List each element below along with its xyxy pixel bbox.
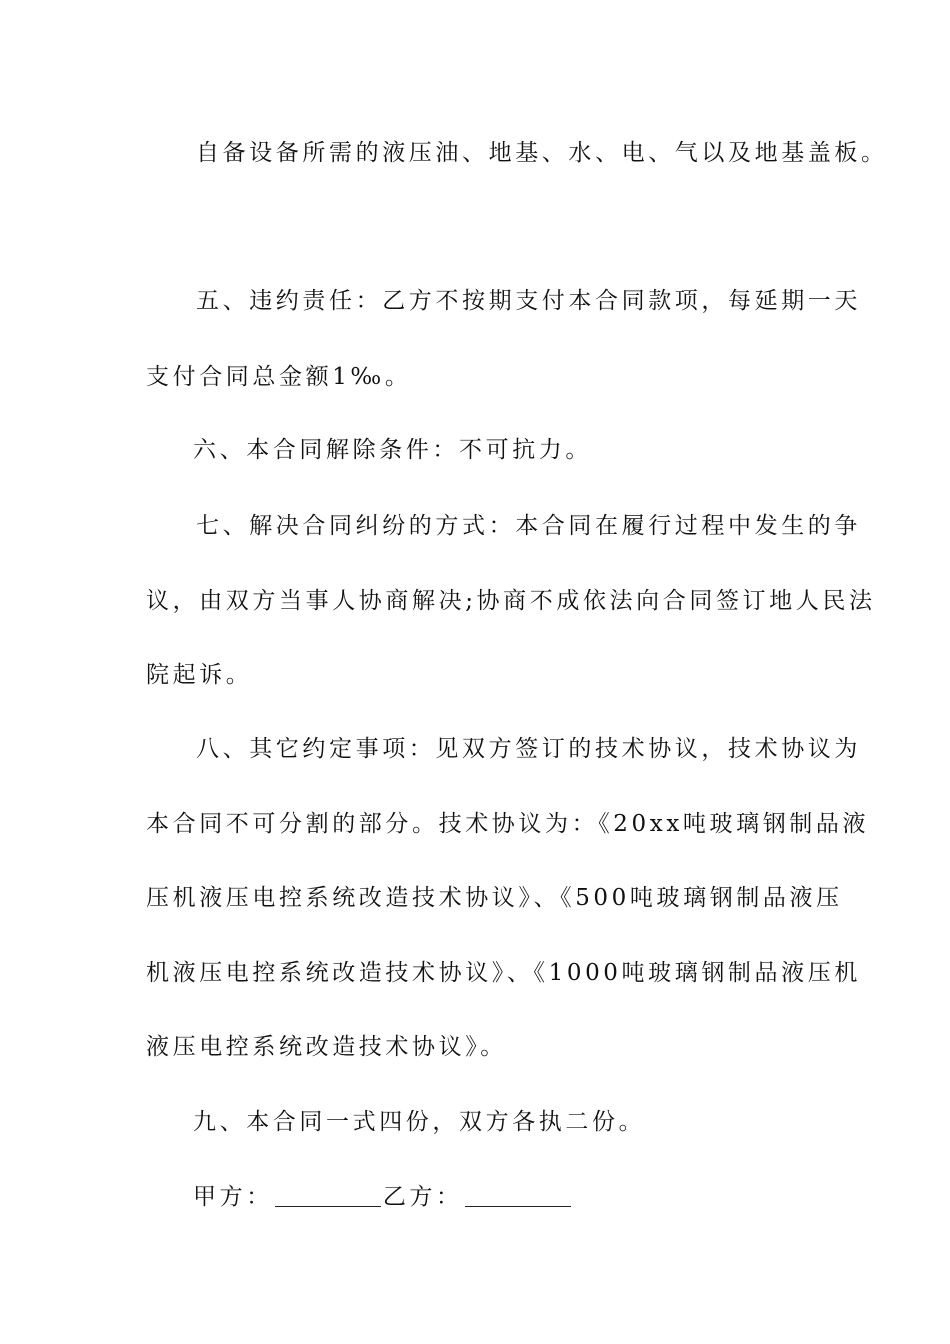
paragraph-line-8: 八、其它约定事项：见双方签订的技术协议，技术协议为 [196,736,861,762]
party-b-label: 乙方： [382,1184,463,1210]
paragraph-line-13: 九、本合同一式四份，双方各执二份。 [193,1109,646,1135]
paragraph-line-4: 六、本合同解除条件：不可抗力。 [193,437,592,463]
paragraph-line-2: 五、违约责任：乙方不按期支付本合同款项，每延期一天 [196,288,861,314]
party-a-signature-blank [275,1186,381,1207]
paragraph-line-5: 七、解决合同纠纷的方式：本合同在履行过程中发生的争 [196,513,861,539]
paragraph-line-1: 自备设备所需的液压油、地基、水、电、气以及地基盖板。 [196,140,888,166]
paragraph-line-6: 议，由双方当事人协商解决;协商不成依法向合同签订地人民法 [146,588,876,614]
paragraph-line-7: 院起诉。 [146,662,253,688]
paragraph-line-9: 本合同不可分割的部分。技术协议为：《20xx吨玻璃钢制品液 [146,811,870,837]
paragraph-line-11: 机液压电控系统改造技术协议》、《1000吨玻璃钢制品液压机 [146,960,861,986]
party-b-signature-blank [465,1186,571,1207]
signature-line [193,1182,573,1212]
paragraph-line-10: 压机液压电控系统改造技术协议》、《500吨玻璃钢制品液压 [146,885,843,911]
paragraph-line-12: 液压电控系统改造技术协议》。 [146,1034,507,1060]
paragraph-line-3: 支付合同总金额1‰。 [146,364,412,390]
party-a-label: 甲方： [193,1184,273,1210]
